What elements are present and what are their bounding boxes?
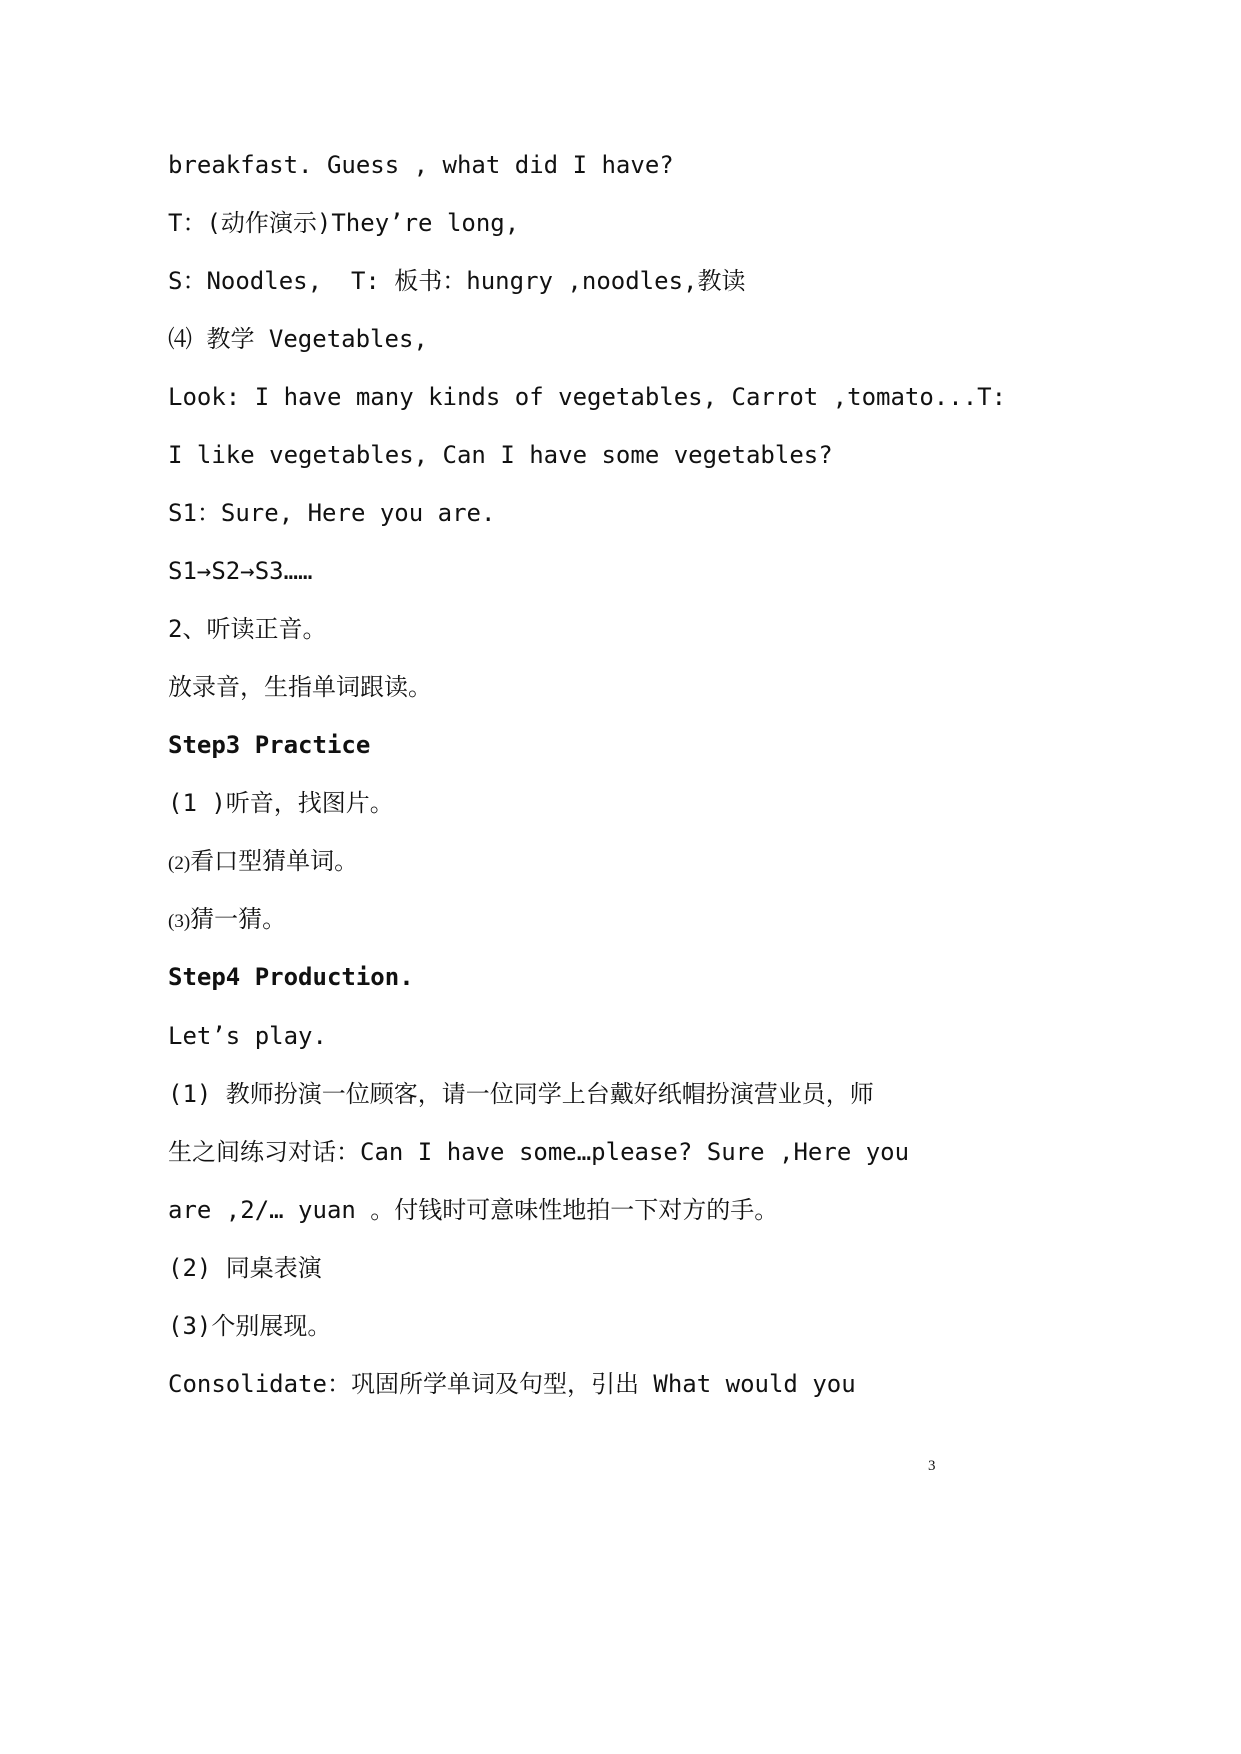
text-line: S1：Sure, Here you are. bbox=[168, 499, 496, 527]
text-line: S：Noodles, T: 板书：hungry ,noodles,教读 bbox=[168, 267, 746, 295]
text-line: 生之间练习对话：Can I have some…please? Sure ,Here you bbox=[168, 1138, 910, 1166]
text-line: (1) 教师扮演一位顾客，请一位同学上台戴好纸帽扮演营业员，师 bbox=[168, 1080, 874, 1108]
text-line bbox=[168, 902, 286, 936]
text-line: Let’s play. bbox=[168, 1022, 327, 1050]
text-line: 放录音，生指单词跟读。 bbox=[168, 673, 432, 701]
page-number: 3 bbox=[928, 1458, 936, 1474]
text-line: (1 )听音，找图片。 bbox=[168, 789, 394, 817]
text-line: I like vegetables, Can I have some vegetables? bbox=[168, 441, 833, 469]
text-line: Look: I have many kinds of vegetables, Carrot ,tomato...T: bbox=[168, 383, 1007, 411]
text-line: are ,2/… yuan 。付钱时可意味性地拍一下对方的手。 bbox=[168, 1196, 779, 1224]
text-line: ⑷ 教学 Vegetables, bbox=[168, 325, 428, 353]
list-item-text: 看口型猜单词。 bbox=[190, 847, 359, 875]
list-marker: (3) bbox=[168, 911, 191, 932]
text-line: 2、听读正音。 bbox=[168, 615, 327, 643]
text-line: breakfast. Guess , what did I have? bbox=[168, 151, 674, 179]
text-line: S1→S2→S3…… bbox=[168, 557, 313, 585]
text-line: Consolidate：巩固所学单词及句型，引出 What would you bbox=[168, 1370, 856, 1398]
list-marker: (2) bbox=[168, 853, 191, 874]
text-line: (2) 同桌表演 bbox=[168, 1254, 322, 1282]
list-item-text: 猜一猜。 bbox=[190, 905, 287, 933]
section-heading: Step3 Practice bbox=[168, 731, 371, 759]
text-line: (3)个别展现。 bbox=[168, 1312, 332, 1340]
text-line bbox=[168, 844, 358, 878]
text-line: T：(动作演示)They’re long, bbox=[168, 209, 520, 237]
section-heading: Step4 Production. bbox=[168, 963, 414, 991]
